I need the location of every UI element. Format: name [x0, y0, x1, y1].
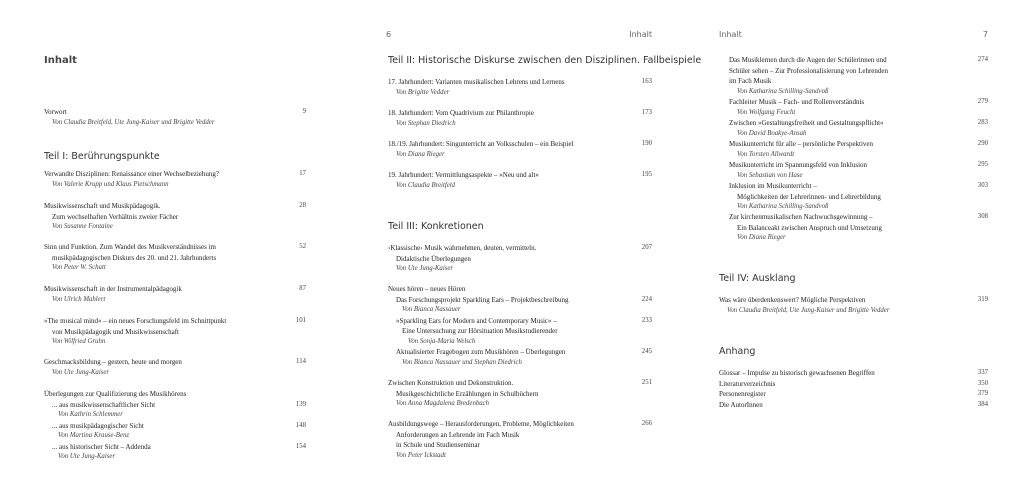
entry-authors: Von Brigitte Vedder — [396, 88, 450, 96]
page-number: 274 — [977, 56, 988, 63]
toc-entry-vorwort — [44, 107, 306, 128]
entry-title: Das Forschungsprojekt Sparkling Ears – Projektbeschreibung — [396, 295, 569, 304]
entry-authors: Von David Boakye-Ansah — [737, 129, 807, 137]
page-number: 207 — [641, 244, 652, 251]
toc-subentry — [44, 421, 306, 442]
entry-title-continued: Ein Balanceakt zwischen Anspruch und Umsetzung — [737, 223, 882, 232]
toc-entry — [388, 77, 652, 98]
entry-title-continued: von Musikpädagogik und Musikwissenschaft — [52, 327, 179, 336]
appendix-item — [719, 389, 988, 400]
page-number: 195 — [641, 171, 652, 178]
entry-title-continued: Anforderungen an Lehrende im Fach Musik — [396, 430, 520, 439]
entry-title: Zwischen »Gestaltungsfreiheit und Gestaltungspflicht« — [729, 119, 884, 127]
entry-title: Verwandte Disziplinen: Renaissance einer Wechselbeziehung? — [44, 170, 220, 178]
entry-title: Musikwissenschaft und Musikpädagogik. — [44, 202, 161, 210]
entry-title-continued: Didaktische Überlegungen — [396, 254, 471, 263]
entry-title-continued: in Schule und Studienseminar — [396, 441, 480, 449]
toc-entry — [729, 55, 988, 97]
toc-entry — [388, 378, 652, 410]
page-number: 17 — [299, 170, 306, 177]
page-number: 245 — [641, 348, 652, 355]
entry-title-continued: Zum wechselhaften Verhältnis zweier Fächer — [52, 212, 179, 221]
page-number: 379 — [977, 390, 988, 397]
page-number: 350 — [977, 379, 988, 387]
entry-authors: Von Peter W. Schatt — [52, 264, 106, 271]
toc-entry — [44, 169, 306, 190]
entry-title: Zwischen Konstruktion und Dekonstruktion. — [388, 379, 514, 387]
toc-entry — [44, 357, 306, 378]
page-number: 308 — [977, 213, 988, 220]
entry-title: »The musical mind« – ein neues Forschungsfeld im Schnittpunkt — [44, 317, 227, 325]
page-title: Inhalt — [44, 55, 77, 66]
toc-entry — [388, 419, 652, 461]
page-number: 87 — [299, 285, 306, 292]
entry-authors: Von Wilfried Gruhn — [52, 338, 106, 345]
running-head-title: Inhalt — [629, 30, 652, 39]
entry-title: Musikwissenschaft in der Instrumentalpädagogik — [44, 285, 182, 293]
entry-title: ... aus musikpädagogischer Sicht — [52, 421, 144, 430]
entry-authors: Von Claudia Breitfeld, Ute Jung-Kaiser und Brigitte Vedder — [52, 118, 215, 126]
page-number: 173 — [641, 109, 652, 116]
page-number: 266 — [641, 420, 652, 427]
entry-title: Die AutorInnen — [719, 400, 763, 409]
entry-authors: Von Sonja-Maria Welsch — [408, 337, 476, 345]
entry-authors: Von Sebastian von Hase — [737, 171, 803, 179]
entry-title: 17. Jahrhundert: Varianten musikalischen Lehrens und Lernens — [388, 78, 565, 86]
toc-subentry — [44, 442, 306, 463]
entry-title: Aktualisierter Fragebogen zum Musikhören – Überlegungen — [396, 348, 566, 356]
entry-title: 18. Jahrhundert: Vom Quadrivium zur Philanthropie — [388, 109, 534, 117]
entry-authors: Von Martina Krause-Benz — [58, 432, 129, 439]
toc-entry — [719, 295, 988, 316]
entry-title: Musikunterricht im Spannungsfeld von Inklusion — [729, 161, 868, 169]
entry-title: Fachleiter Musik – Fach- und Rollenverständnis — [729, 98, 865, 106]
entry-authors: Von Torsten Allwardt — [737, 150, 795, 158]
toc-entry — [729, 97, 988, 118]
entry-authors: Von Katharina Schilling-Sandvoß — [737, 87, 829, 95]
page-number: 384 — [977, 400, 988, 408]
entry-title: Geschmacksbildung – gestern, heute und morgen — [44, 358, 182, 366]
entry-authors: Von Diana Rieger — [737, 234, 786, 241]
entry-title: Personenregister — [719, 390, 766, 398]
section-heading-teil-4: Teil IV: Ausklang — [719, 273, 796, 284]
toc-entry — [729, 118, 988, 139]
toc-subentry — [388, 347, 652, 368]
running-head-page-number: 7 — [982, 30, 988, 39]
entry-title-continued: Musikgeschichtliche Erzählungen in Schulbüchern — [396, 389, 539, 398]
entry-title-continued: im Fach Musik — [729, 77, 772, 85]
page-number: 224 — [641, 295, 652, 303]
toc-entry — [388, 284, 652, 368]
page-number: 337 — [977, 369, 988, 376]
entry-authors: Von Susanne Fontaine — [52, 223, 113, 230]
entry-authors: Von Ute Jung-Kaiser — [58, 453, 116, 460]
toc-entry — [729, 139, 988, 160]
entry-title: ... aus musikwissenschaftlicher Sicht — [52, 400, 156, 409]
page-number: 283 — [977, 119, 988, 126]
toc-entry — [729, 181, 988, 213]
toc-entry — [388, 243, 652, 275]
entry-title: Ausbildungswege – Herausforderungen, Probleme, Möglichkeiten — [388, 420, 574, 428]
toc-page-left — [36, 0, 306, 502]
toc-subentry — [388, 316, 652, 348]
toc-subentry — [388, 295, 652, 316]
entry-title: ... aus historischer Sicht – Addenda — [52, 442, 151, 451]
entry-authors: Von Katharina Schilling-Sandvoß — [737, 203, 829, 210]
entry-title: Vorwort — [44, 108, 67, 116]
page-number: 28 — [299, 202, 306, 209]
entry-authors: Von Ulrich Mahlert — [52, 295, 106, 303]
toc-entry — [729, 160, 988, 181]
entry-title: Überlegungen zur Qualifizierung des Musikhörens — [44, 390, 187, 398]
page-number: 295 — [977, 161, 988, 168]
section-heading-teil-1: Teil I: Berührungspunkte — [44, 151, 160, 162]
toc-page-middle — [386, 0, 702, 502]
appendix-item — [719, 368, 988, 379]
toc-entry — [388, 170, 652, 191]
entry-authors: Von Kathrin Schlemmer — [58, 411, 123, 418]
entry-title-continued: musikpädagogischen Diskurs des 20. und 21. Jahrhunderts — [52, 253, 217, 262]
entry-title-continued: Schüler sehen – Zur Professionalisierung von Lehrenden — [729, 66, 889, 75]
page-number: 101 — [295, 317, 306, 324]
page-number: 233 — [641, 316, 652, 324]
toc-subentry — [44, 400, 306, 421]
appendix-item — [719, 379, 988, 390]
toc-entry — [44, 201, 306, 233]
entry-authors: Von Claudia Breitfeld, Ute Jung-Kaiser und Brigitte Vedder — [727, 306, 890, 314]
toc-entry — [44, 316, 306, 348]
entry-title: Musikunterricht für alle – persönliche Perspektiven — [729, 140, 874, 148]
toc-entry — [44, 242, 306, 274]
entry-title: Sinn und Funktion. Zum Wandel des Musikverständnisses im — [44, 243, 216, 251]
toc-entry — [388, 139, 652, 160]
entry-title: Glossar – Impulse zu historisch gewachsenen Begriffen — [719, 369, 875, 377]
entry-title: 19. Jahrhundert: Vermittlungsaspekte – »Neu und alt« — [388, 171, 539, 179]
entry-authors: Von Bianca Nassauer — [402, 306, 461, 313]
page-number: 139 — [295, 400, 306, 408]
section-heading-anhang: Anhang — [719, 346, 756, 357]
entry-title: Inklusion im Musikunterricht – — [729, 182, 817, 190]
entry-authors: Von Bianca Nassauer und Stephan Diedrich — [402, 358, 522, 366]
toc-entry — [44, 389, 306, 463]
page-number: 52 — [299, 243, 306, 250]
entry-title-continued: Eine Untersuchung zur Hörsituation Musikstudierender — [402, 327, 558, 335]
entry-authors: Von Claudia Breitfeld — [396, 181, 456, 189]
entry-title: »Sparkling Ears for Modern and Contemporary Music« – — [396, 316, 557, 325]
toc-entry — [388, 108, 652, 129]
entry-authors: Von Ute Jung-Kaiser — [52, 368, 110, 376]
entry-title: Was wäre überdenkenswert? Mögliche Perspektiven — [719, 296, 866, 304]
entry-authors: Von Ute Jung-Kaiser — [396, 265, 454, 272]
entry-title: Zur kirchenmusikalischen Nachwuchsgewinnung – — [729, 213, 873, 221]
page-number: 303 — [977, 182, 988, 189]
toc-page-right — [719, 0, 988, 502]
page-number: 279 — [977, 98, 988, 105]
page-number: 9 — [302, 108, 306, 115]
entry-authors: Von Peter Ickstadt — [396, 451, 446, 459]
toc-entry — [44, 284, 306, 305]
entry-authors: Von Diana Rieger — [396, 150, 445, 158]
page-number: 251 — [641, 379, 652, 386]
page-number: 154 — [295, 442, 306, 450]
appendix-item — [719, 400, 988, 411]
page-number: 163 — [641, 78, 652, 85]
entry-title: 18./19. Jahrhundert: Singunterricht an Volksschulen – ein Beispiel — [388, 140, 574, 148]
entry-title: ›Klassische‹ Musik wahrnehmen, deuten, vermitteln. — [388, 244, 537, 252]
entry-title: Das Musiklernen durch die Augen der Schülerinnen und — [729, 56, 887, 64]
section-heading-teil-3: Teil III: Konkretionen — [388, 221, 484, 232]
page-number: 114 — [296, 358, 306, 365]
section-heading-teil-2: Teil II: Historische Diskurse zwischen den Disziplinen. Fallbeispiele — [388, 55, 702, 66]
entry-authors: Von Wolfgang Feucht — [737, 108, 796, 116]
entry-title-continued: Möglichkeiten der Lehrerinnen- und Lehrerbildung — [737, 192, 881, 201]
appendix-list — [719, 368, 988, 410]
page-number: 148 — [295, 421, 306, 429]
entry-authors: Von Anna Magdalena Bredenbach — [396, 400, 490, 407]
running-head-title: Inhalt — [719, 30, 742, 39]
toc-entry — [729, 212, 988, 244]
entry-authors: Von Valerie Krupp und Klaus Pietschmann — [52, 180, 169, 188]
entry-title: Neues hören – neues Hören — [388, 285, 466, 293]
page-number: 190 — [641, 140, 652, 147]
entry-authors: Von Stephan Diedrich — [396, 119, 456, 127]
entry-title: Literaturverzeichnis — [719, 379, 776, 388]
page-number: 290 — [977, 140, 988, 147]
page-number: 319 — [977, 296, 988, 303]
running-head-page-number: 6 — [386, 30, 392, 39]
